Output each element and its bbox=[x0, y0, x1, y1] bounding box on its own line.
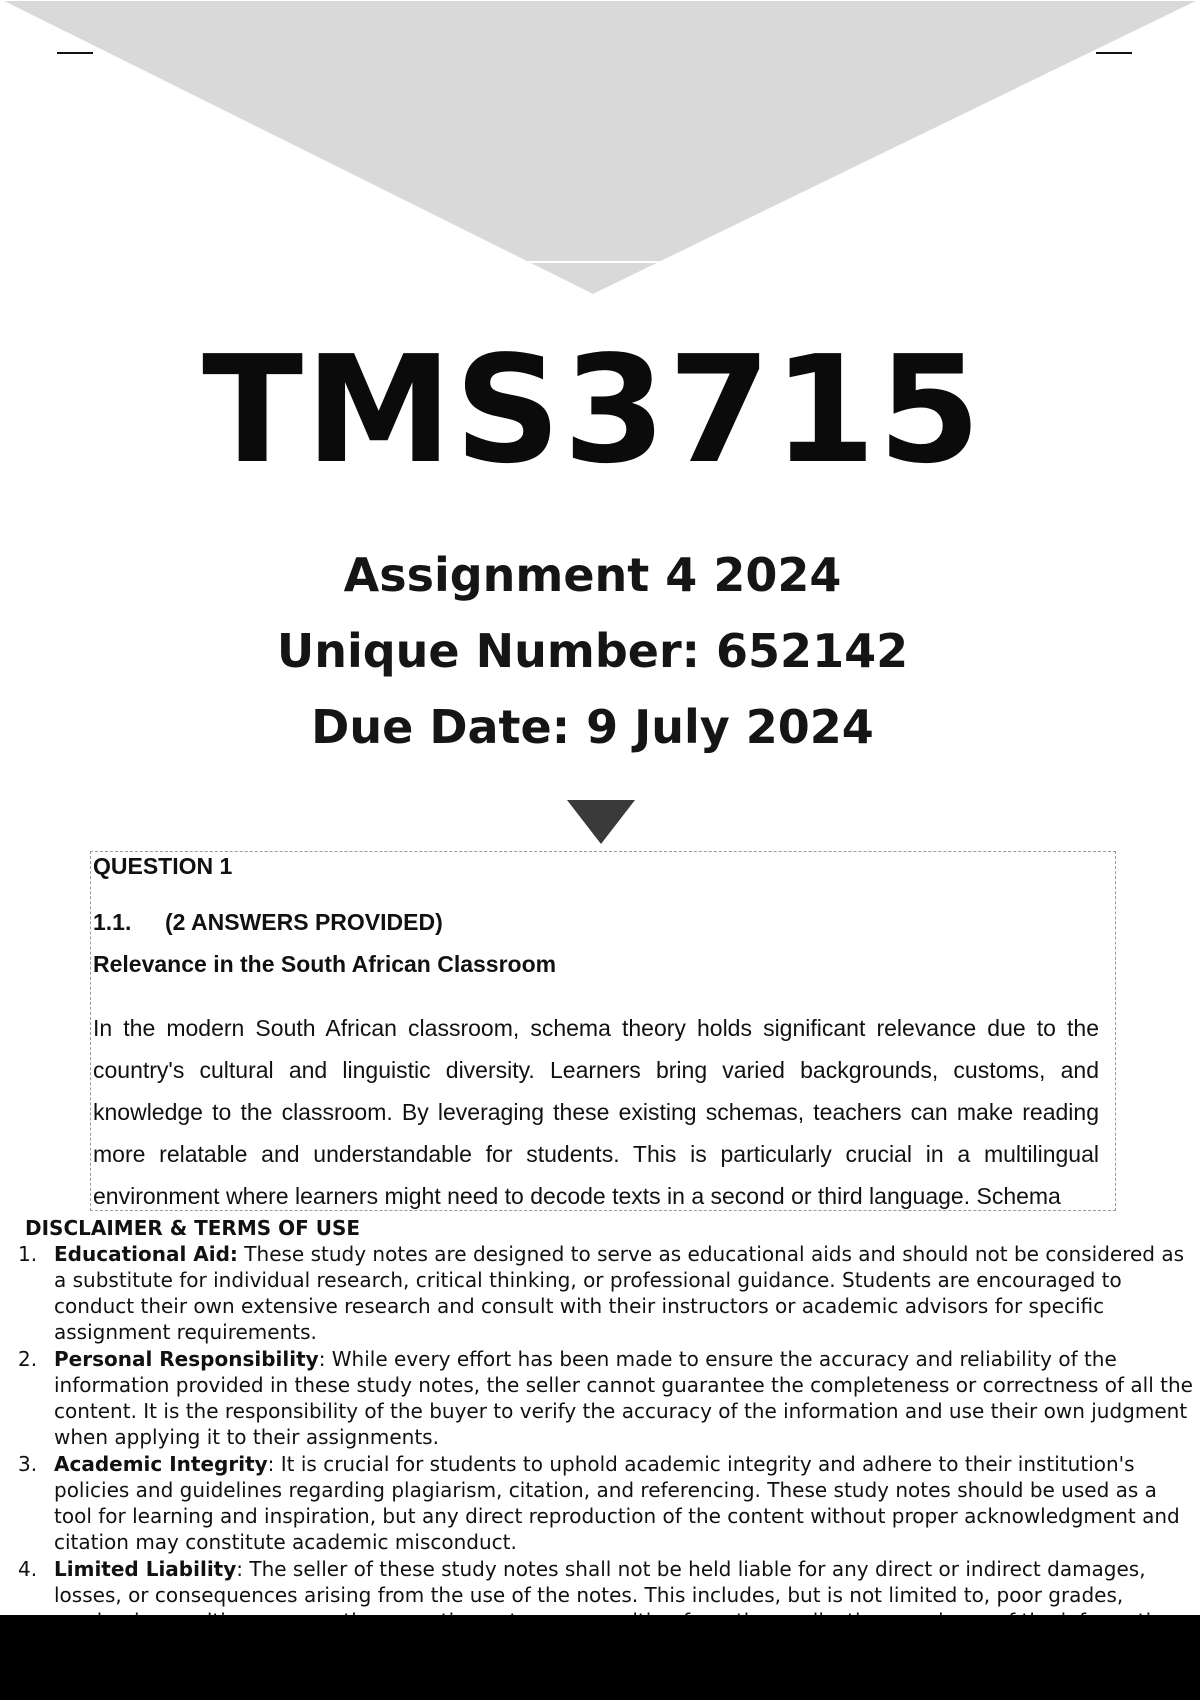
sub-question-title: (2 ANSWERS PROVIDED) bbox=[165, 909, 443, 935]
disclaimer-item-text: These study notes are designed to serve as educational aids and should not be considered as a substitute for individual research, critical thinking, or professional guidance. Students are encouraged to conduct their own extensive research and consult with their instructors or academic advisors for specific assignment requirements. bbox=[54, 1242, 1185, 1344]
disclaimer-title: DISCLAIMER & TERMS OF USE bbox=[25, 1216, 361, 1240]
disclaimer-item-text: : The seller of these study notes shall not be held liable for any direct or indirect damages, losses, or consequences arising from the use of the notes. This includes, but is not limited to, poor grades, bbox=[54, 1557, 1146, 1607]
assignment-title: Assignment 4 2024 bbox=[343, 548, 842, 602]
question-preview-frame bbox=[90, 851, 1116, 1211]
corner-rule-right bbox=[1096, 52, 1132, 54]
disclaimer-item-number: 3. bbox=[18, 1452, 38, 1476]
disclaimer-item-label: Personal Responsibility bbox=[54, 1347, 319, 1371]
sub-question-number: 1.1. bbox=[93, 909, 132, 935]
disclaimer-item-number: 2. bbox=[18, 1347, 38, 1371]
cover-banner-shape bbox=[0, 0, 1200, 300]
disclaimer-item-text: : While every effort has been made to ensure the accuracy and reliability of the information provided in these study notes, the seller cannot guarantee the completeness or correctness of all the content. It is the responsibility of the buyer to verify the accuracy of the information and use their own judgment when applying it to their assignments. bbox=[54, 1347, 1193, 1449]
due-date: Due Date: 9 July 2024 bbox=[311, 700, 874, 754]
disclaimer-item-label: Limited Liability bbox=[54, 1557, 237, 1581]
question-subheading bbox=[93, 908, 443, 936]
answer-paragraph: In the modern South African classroom, schema theory holds significant relevance due to the country's cultural and linguistic diversity. Learners bring varied backgrounds, customs, and knowledge to the classroom. By leveraging these existing schemas, teachers can make reading more relatable and understandable for students. This is particularly crucial in a multilingual environment where learners might need to decode texts in a second or third language. Schema bbox=[93, 1015, 1099, 1209]
disclaimer-item-text: : It is crucial for students to uphold academic integrity and adhere to their institution's policies and guidelines regarding plagiarism, citation, and referencing. These study notes should be used as a tool for learning and inspiration, but any direct reproduction of the content without proper acknowledgment and citation may constitute academic misconduct. bbox=[54, 1452, 1180, 1554]
bottom-black-bar bbox=[0, 1615, 1200, 1700]
disclaimer-list bbox=[0, 1241, 1195, 1635]
section-title: Relevance in the South African Classroom bbox=[93, 951, 557, 977]
question-heading: QUESTION 1 bbox=[93, 853, 233, 879]
down-triangle-icon bbox=[567, 800, 635, 844]
disclaimer-item-label: Educational Aid: bbox=[54, 1242, 238, 1266]
disclaimer-item bbox=[0, 1241, 1195, 1345]
unique-number: Unique Number: 652142 bbox=[276, 624, 909, 678]
corner-rule-left bbox=[57, 52, 93, 54]
course-code-title: TMS3715 bbox=[202, 324, 983, 496]
disclaimer-item-label: Academic Integrity bbox=[54, 1452, 268, 1476]
disclaimer-item bbox=[0, 1346, 1195, 1450]
disclaimer-item-number: 1. bbox=[18, 1242, 38, 1266]
disclaimer-item-number: 4. bbox=[18, 1557, 38, 1581]
disclaimer-item bbox=[0, 1451, 1195, 1555]
